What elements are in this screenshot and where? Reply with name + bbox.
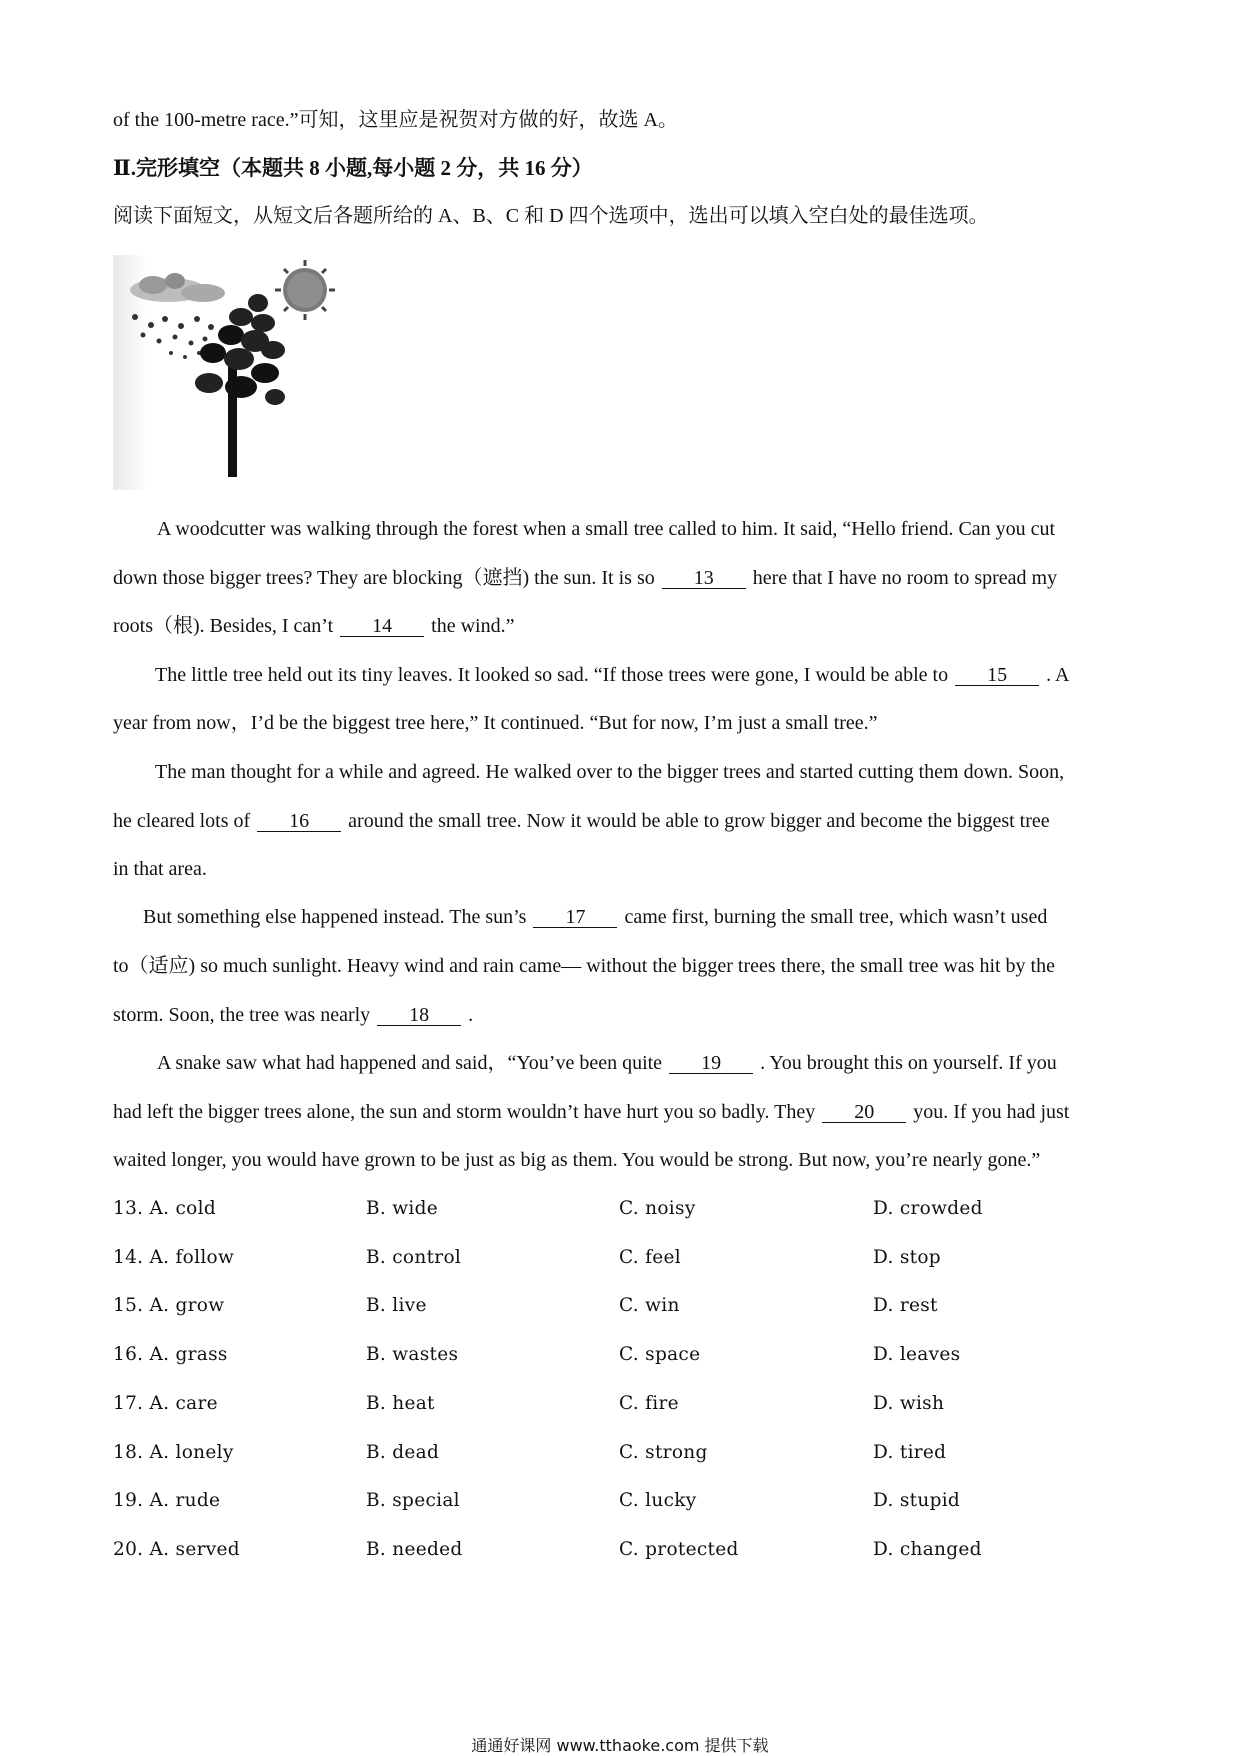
passage-text: here that I have no room to spread my	[752, 567, 1058, 589]
passage-text: had left the bigger trees alone, the sun and storm wouldn’t have hurt you so badly. They	[113, 1101, 816, 1123]
q16-option-b: B. wastes	[366, 1344, 459, 1365]
passage-p1-line3	[113, 614, 514, 638]
passage-p5-line1	[157, 1051, 1057, 1075]
blank-17: 17	[533, 907, 617, 928]
passage-text: . You brought this on yourself. If you	[760, 1052, 1057, 1074]
q14-option-d: D. stop	[873, 1247, 941, 1268]
q13-option-b: B. wide	[366, 1198, 438, 1219]
passage-p3-line2	[113, 809, 1050, 833]
q15-option-c: C. win	[619, 1295, 680, 1316]
blank-14: 14	[340, 616, 424, 637]
q15-option-b: B. live	[366, 1295, 427, 1316]
passage-text: came first, burning the small tree, which wasn’t used	[624, 906, 1048, 928]
q18-option-b: B. dead	[366, 1442, 440, 1463]
blank-15: 15	[955, 665, 1039, 686]
blank-18: 18	[377, 1005, 461, 1026]
blank-20: 20	[822, 1102, 906, 1123]
passage-text: around the small tree. Now it would be able to grow bigger and become the biggest tree	[348, 810, 1050, 832]
q19-option-c: C. lucky	[619, 1490, 697, 1511]
q16-option-a: 16. A. grass	[113, 1344, 228, 1365]
q17-option-b: B. heat	[366, 1393, 435, 1414]
q18-option-a: 18. A. lonely	[113, 1442, 234, 1463]
passage-p4-line2: to（适应) so much sunlight. Heavy wind and rain came— without the bigger trees there, the small tree was hit by the	[113, 955, 1055, 977]
passage-p5-line2	[113, 1100, 1069, 1124]
q14-option-c: C. feel	[619, 1247, 682, 1268]
sun-icon	[275, 260, 335, 320]
passage-p4-line3	[113, 1003, 473, 1027]
passage-text: roots（根). Besides, I can’t	[113, 615, 334, 637]
passage-text: he cleared lots of	[113, 810, 251, 832]
q15-option-a: 15. A. grow	[113, 1295, 225, 1316]
passage-text: . A	[1046, 664, 1070, 686]
passage-p5-line3: waited longer, you would have grown to be just as big as them. You would be strong. But now, you’re nearly gone.”	[113, 1149, 1041, 1171]
passage-text: storm. Soon, the tree was nearly	[113, 1004, 371, 1026]
tree-illustration	[113, 255, 345, 490]
passage-p4-line1	[143, 905, 1047, 929]
passage-text: down those bigger trees? They are blocking（遮挡) the sun. It is so	[113, 567, 655, 589]
q17-option-a: 17. A. care	[113, 1393, 218, 1414]
q19-option-d: D. stupid	[873, 1490, 961, 1511]
q15-option-d: D. rest	[873, 1295, 938, 1316]
q18-option-d: D. tired	[873, 1442, 947, 1463]
passage-p2-line2: year from now，I’d be the biggest tree here,” It continued. “But for now, I’m just a small tree.”	[113, 712, 878, 734]
q13-option-a: 13. A. cold	[113, 1198, 216, 1219]
q13-option-c: C. noisy	[619, 1198, 696, 1219]
passage-text: A snake saw what had happened and said，“You’ve been quite	[157, 1052, 663, 1074]
passage-text: .	[468, 1004, 474, 1026]
passage-p1-line2	[113, 566, 1057, 590]
q20-option-b: B. needed	[366, 1539, 463, 1560]
passage-text: But something else happened instead. The sun’s	[143, 906, 527, 928]
blank-19: 19	[669, 1053, 753, 1074]
passage-p3-line1: The man thought for a while and agreed. He walked over to the bigger trees and started cutting them down. Soon,	[155, 761, 1065, 783]
q14-option-a: 14. A. follow	[113, 1247, 235, 1268]
q19-option-b: B. special	[366, 1490, 460, 1511]
passage-p3-line3: in that area.	[113, 858, 207, 880]
q20-option-d: D. changed	[873, 1539, 982, 1560]
q16-option-c: C. space	[619, 1344, 701, 1365]
q14-option-b: B. control	[366, 1247, 462, 1268]
page-footer: 通通好课网 www.tthaoke.com 提供下载	[471, 1736, 769, 1755]
passage-p2-line1	[155, 663, 1069, 687]
passage-text: the wind.”	[431, 615, 515, 637]
intro-tail-text: of the 100-metre race.”可知，这里应是祝贺对方做的好，故选 A。	[113, 109, 678, 131]
blank-13: 13	[662, 568, 746, 589]
q13-option-d: D. crowded	[873, 1198, 983, 1219]
passage-p1-line1: A woodcutter was walking through the forest when a small tree called to him. It said, “Hello friend. Can you cut	[157, 518, 1056, 540]
q17-option-d: D. wish	[873, 1393, 945, 1414]
q20-option-a: 20. A. served	[113, 1539, 240, 1560]
passage-text: The little tree held out its tiny leaves. It looked so sad. “If those trees were gone, I would be able to	[155, 664, 949, 686]
q16-option-d: D. leaves	[873, 1344, 961, 1365]
passage-text: you. If you had just	[913, 1101, 1070, 1123]
q17-option-c: C. fire	[619, 1393, 679, 1414]
q19-option-a: 19. A. rude	[113, 1490, 221, 1511]
blank-16: 16	[257, 811, 341, 832]
section-heading: Ⅱ.完形填空（本题共 8 小题,每小题 2 分，共 16 分）	[113, 156, 593, 180]
q18-option-c: C. strong	[619, 1442, 708, 1463]
section-instruction: 阅读下面短文，从短文后各题所给的 A、B、C 和 D 四个选项中，选出可以填入空白处的最佳选项。	[113, 205, 989, 227]
q20-option-c: C. protected	[619, 1539, 739, 1560]
